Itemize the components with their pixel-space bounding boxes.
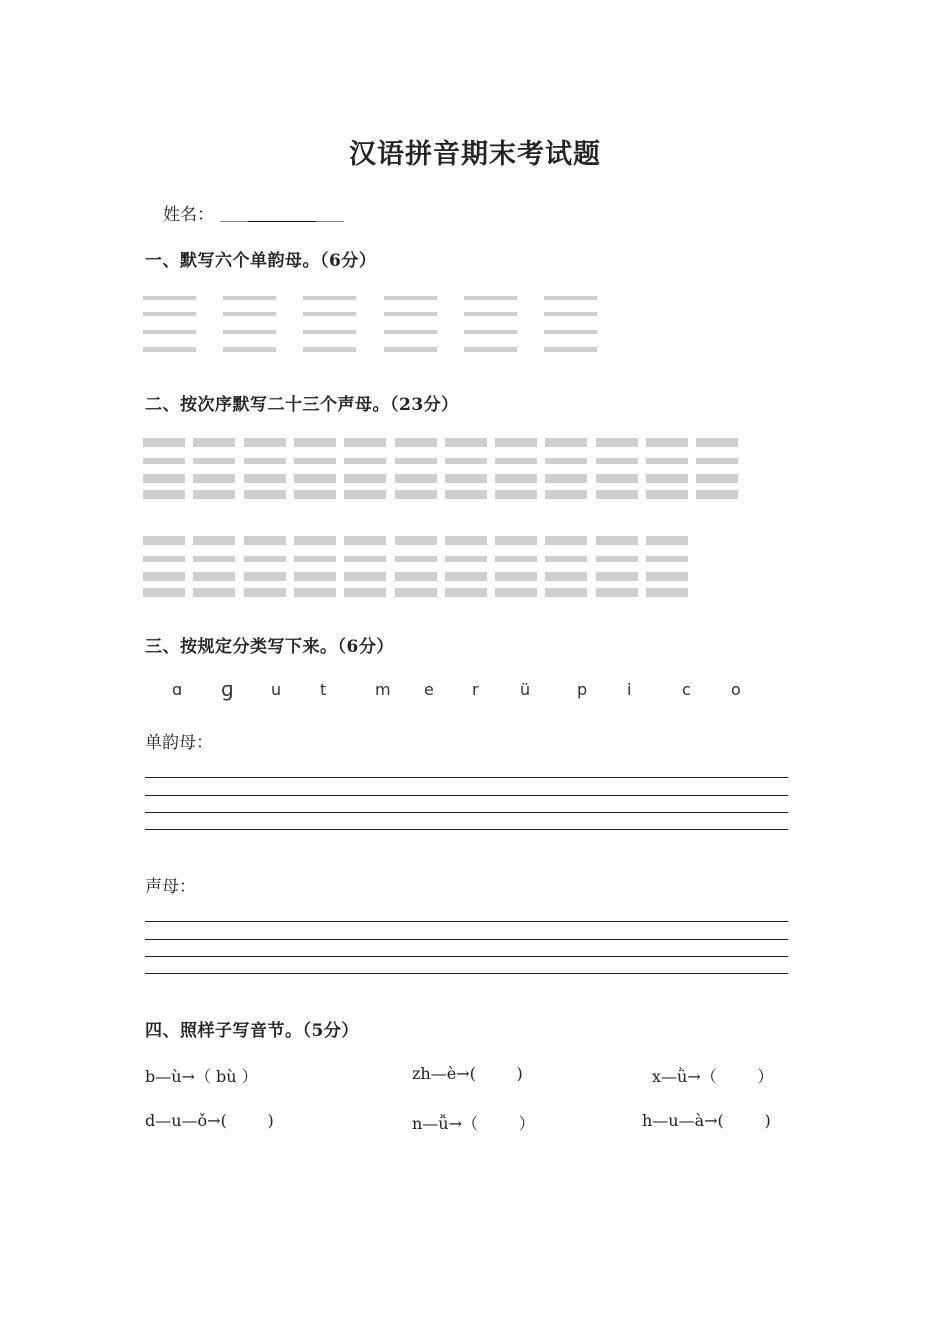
pinyin-writing-cell[interactable] (344, 536, 386, 598)
letter-bank (0, 677, 950, 704)
pinyin-writing-cell[interactable] (445, 536, 487, 598)
exercise-item: n—ǚ→（ ） (412, 1114, 535, 1133)
name-row (163, 200, 344, 225)
letter: i (627, 680, 632, 699)
section-1-heading: 一、默写六个单韵母。（6分） (145, 251, 377, 271)
pinyin-writing-cell[interactable] (143, 296, 196, 358)
name-field[interactable] (220, 206, 344, 222)
pinyin-writing-cell[interactable] (495, 536, 537, 598)
pinyin-writing-cell[interactable] (464, 296, 517, 358)
pinyin-writing-cell[interactable] (395, 438, 437, 500)
writing-line (145, 921, 788, 922)
pinyin-writing-cell[interactable] (193, 536, 235, 598)
letter: t (320, 680, 327, 699)
name-label: 姓名： (163, 205, 214, 225)
writing-line (145, 939, 788, 940)
writing-line (145, 777, 788, 778)
exercise-item: d—u—ǒ→( ) (145, 1111, 274, 1130)
pinyin-writing-cell[interactable] (495, 438, 537, 500)
pinyin-writing-cell[interactable] (143, 438, 185, 500)
pinyin-writing-cell[interactable] (244, 536, 286, 598)
pinyin-writing-cell[interactable] (244, 438, 286, 500)
letter: ɑ (172, 680, 183, 699)
initials-label: 声母： (145, 877, 196, 897)
pinyin-writing-cell[interactable] (193, 438, 235, 500)
pinyin-writing-cell[interactable] (223, 296, 276, 358)
writing-line (145, 829, 788, 830)
exercise-item: zh—è→( ) (412, 1064, 523, 1083)
page-title: 汉语拼音期末考试题 (349, 139, 601, 170)
pinyin-writing-cell[interactable] (545, 536, 587, 598)
letter: p (577, 680, 588, 699)
letter: r (472, 680, 479, 699)
pinyin-writing-cell[interactable] (303, 296, 356, 358)
single-finals-label: 单韵母： (145, 733, 213, 753)
section-3-heading: 三、按规定分类写下来。（6分） (145, 637, 394, 657)
letter: c (682, 680, 691, 699)
letter: m (375, 680, 391, 699)
pinyin-writing-cell[interactable] (344, 438, 386, 500)
pinyin-writing-cell[interactable] (545, 438, 587, 500)
writing-line (145, 812, 788, 813)
pinyin-writing-cell[interactable] (384, 296, 437, 358)
writing-line (145, 956, 788, 957)
pinyin-writing-cell[interactable] (696, 438, 738, 500)
pinyin-writing-cell[interactable] (646, 438, 688, 500)
writing-line (145, 795, 788, 796)
pinyin-writing-cell[interactable] (395, 536, 437, 598)
letter: e (424, 680, 434, 699)
writing-line (145, 973, 788, 974)
section-2-heading: 二、按次序默写二十三个声母。（23分） (145, 395, 459, 415)
letter: u (271, 680, 282, 699)
pinyin-writing-cell[interactable] (646, 536, 688, 598)
pinyin-writing-cell[interactable] (445, 438, 487, 500)
section-4-heading: 四、照样子写音节。（5分） (145, 1021, 359, 1041)
pinyin-writing-cell[interactable] (596, 438, 638, 500)
letter: o (731, 680, 741, 699)
letter: ü (520, 680, 531, 699)
exercise-item: x—ǜ→（ ） (652, 1067, 774, 1086)
pinyin-writing-cell[interactable] (544, 296, 597, 358)
pinyin-writing-cell[interactable] (294, 536, 336, 598)
example-item: b—ù→（ bù ） (145, 1067, 258, 1086)
pinyin-writing-cell[interactable] (143, 536, 185, 598)
pinyin-writing-cell[interactable] (596, 536, 638, 598)
pinyin-writing-cell[interactable] (294, 438, 336, 500)
exercise-item: h—u—à→( ) (642, 1111, 771, 1130)
letter: ɡ (221, 677, 234, 701)
